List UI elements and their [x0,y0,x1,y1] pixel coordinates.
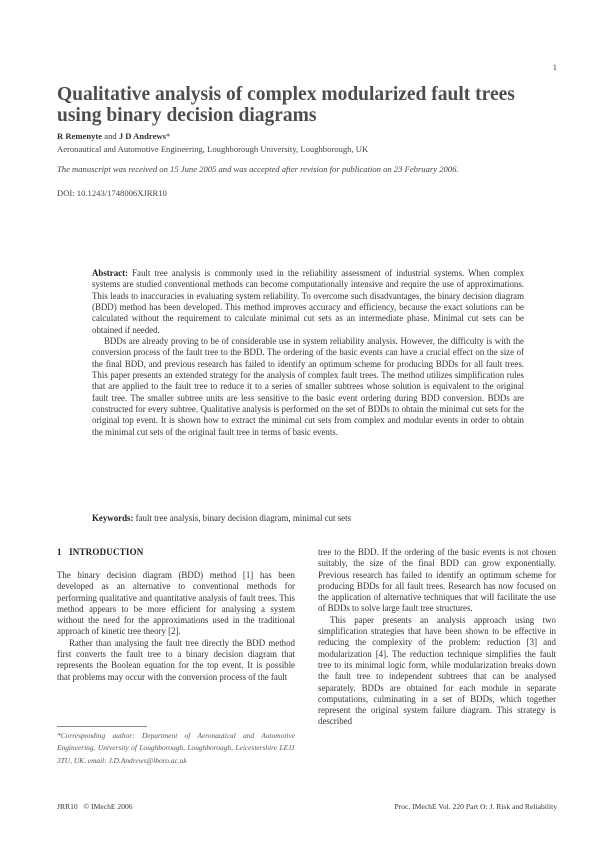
corresponding-author-marker: * [165,131,171,141]
right-column [318,547,556,728]
abstract-text-1: Fault tree analysis is commonly used in the reliability assessment of industrial systems. When complex systems are studied conventional methods can become computationally intensive and require the use of approximations. This leads to inaccuracies in evaluating system reliability. To overcome such disadvantages, the binary decision diagram (BDD) method has been developed. This method improves accuracy and efficiency, because the exact solutions can be calculated without the requirement to calculate minimal cut sets as an intermediate phase. Minimal cut sets can be obtained if needed. [92,268,525,335]
section-title: INTRODUCTION [69,547,144,557]
received-note: The manuscript was received on 15 June 2005 and was accepted after revision for publication on 23 February 2006. [57,164,459,174]
footer-right: Proc. IMechE Vol. 220 Part O: J. Risk and Reliability [394,802,557,811]
footnote-rule [57,726,147,727]
section-heading [57,547,143,557]
abstract-paragraph-1 [92,268,524,336]
page-number: 1 [552,62,557,72]
abstract-label: Abstract: [92,268,128,278]
author-andrews: J D Andrews [118,131,166,141]
author-conjunction: and [102,131,119,141]
footnote: *Corresponding author: Department of Aeronautical and Automotive Engineering, University of Loughborough, Loughborough, Leicestershire LE11 3TU, UK. email: J.D.Andrews@lboro.ac.uk [57,731,295,765]
abstract [92,268,524,438]
author-remenyte: R Remenyte [57,131,103,141]
keywords [92,513,524,523]
affiliation: Aeronautical and Automotive Engineering, Loughborough University, Loughborough, UK [57,144,369,154]
footer-left: JRR10 © IMechE 2006 [57,802,133,811]
section-number: 1 [57,547,62,557]
paper-title: Qualitative analysis of complex modularized fault trees using binary decision diagrams [57,84,515,126]
right-paragraph-1: tree to the BDD. If the ordering of the basic events is not chosen suitably, the size of the final BDD can grow exponentially. Previous research has failed to identify an optimum scheme for producing BDDs for all fault trees. Research has now focused on the application of alternative techniques that will facilitate the use of BDDs to solve large fault tree structures. [318,547,556,614]
left-paragraph-2: Rather than analysing the fault tree directly the BDD method first converts the fault tree to a binary decision diagram that represents the Boolean equation for the top event. It is possible that problems may occur with the conversion process of the fault [57,637,295,682]
left-column [57,570,295,683]
left-paragraph-1: The binary decision diagram (BDD) method [1] has been developed as an alternative to conventional methods for performing qualitative and quantitative analysis of fault trees. This method appears to be more efficient for analysing a system without the need for the approximations used in the traditional approach of kinetic tree theory [2]. [57,570,295,637]
right-paragraph-2: This paper presents an analysis approach using two simplification strategies that have been shown to be effective in reducing the complexity of the problem: reduction [3] and modularization [4]. The reduction technique simplifies the fault tree to its minimal logic form, while modularization breaks down the fault tree to independent subtrees that can be analysed separately. BDDs are obtained for each module in separate computations, culminating in a set of BDDs, which together represent the original system failure diagram. This strategy is described [318,614,556,727]
keywords-text: fault tree analysis, binary decision diagram, minimal cut sets [135,513,352,523]
authors [57,131,170,141]
doi: DOI: 10.1243/1748006XJRR10 [57,188,167,198]
abstract-paragraph-2: BDDs are already proving to be of considerable use in system reliability analysis. However, the difficulty is with the conversion process of the fault tree to the BDD. The ordering of the basic events can have a crucial effect on the size of the final BDD, and previous research has failed to identify an optimum scheme for producing BDDs for all fault trees. This paper presents an extended strategy for the analysis of complex fault trees. The method utilizes simplification rules that are applied to the fault tree to reduce it to a series of smaller subtrees whose solution is equivalent to the original fault tree. The smaller subtree units are less sensitive to the basic event ordering during BDD conversion. BDDs are constructed for every subtree. Qualitative analysis is performed on the set of BDDs to obtain the minimal cut sets for the original top event. It is shown how to extract the minimal cut sets from complex and modular events in order to obtain the minimal cut sets of the original fault tree in terms of basic events. [92,336,524,437]
keywords-label: Keywords: [92,513,134,523]
